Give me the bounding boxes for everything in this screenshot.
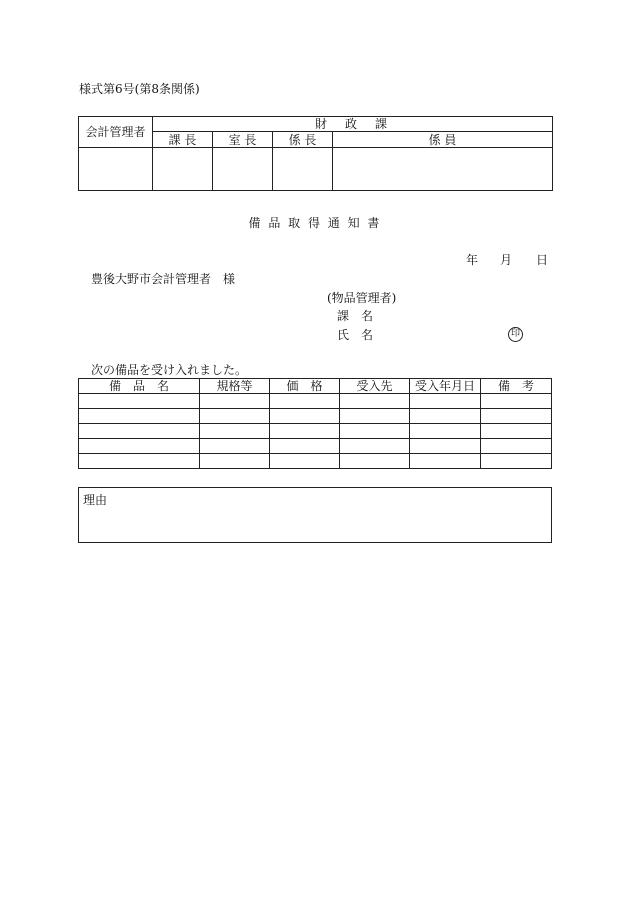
intro-text: 次の備品を受け入れました。	[91, 363, 248, 377]
date-day: 日	[536, 253, 549, 267]
header-item-name: 備 品 名	[79, 379, 200, 394]
header-supplier: 受入先	[340, 379, 410, 394]
stamp-box-subsection-chief	[273, 148, 333, 191]
col-section-chief: 課 長	[153, 132, 213, 148]
table-row	[79, 409, 552, 424]
stamp-box-staff	[333, 148, 553, 191]
reason-box	[78, 487, 552, 543]
approval-table	[78, 116, 553, 191]
section-name-label: 課 名	[337, 309, 374, 323]
header-remarks: 備 考	[481, 379, 552, 394]
table-row	[79, 394, 552, 409]
stamp-box-manager	[79, 148, 153, 191]
sender-role: (物品管理者)	[327, 291, 397, 305]
header-spec: 規格等	[200, 379, 270, 394]
stamp-box-office-chief	[213, 148, 273, 191]
date-month: 月	[500, 253, 513, 267]
accounting-manager-label: 会計管理者	[79, 117, 153, 148]
addressee: 豊後大野市会計管理者 様	[91, 272, 236, 286]
person-name-label: 氏 名	[337, 328, 374, 342]
form-number: 様式第6号(第8条関係)	[79, 82, 200, 96]
header-price: 価 格	[270, 379, 340, 394]
items-table	[78, 378, 552, 469]
table-row	[79, 439, 552, 454]
table-row	[79, 454, 552, 469]
col-staff: 係 員	[333, 132, 553, 148]
table-row	[79, 424, 552, 439]
col-office-chief: 室 長	[213, 132, 273, 148]
department-label: 財 政 課	[153, 117, 553, 132]
col-subsection-chief: 係 長	[273, 132, 333, 148]
seal-icon: 印	[508, 327, 523, 342]
header-received-date: 受入年月日	[410, 379, 481, 394]
items-header-row	[79, 379, 552, 394]
stamp-box-section-chief	[153, 148, 213, 191]
reason-label: 理由	[83, 493, 108, 507]
document-title: 備 品 取 得 通 知 書	[248, 216, 382, 230]
date-year: 年	[466, 253, 479, 267]
